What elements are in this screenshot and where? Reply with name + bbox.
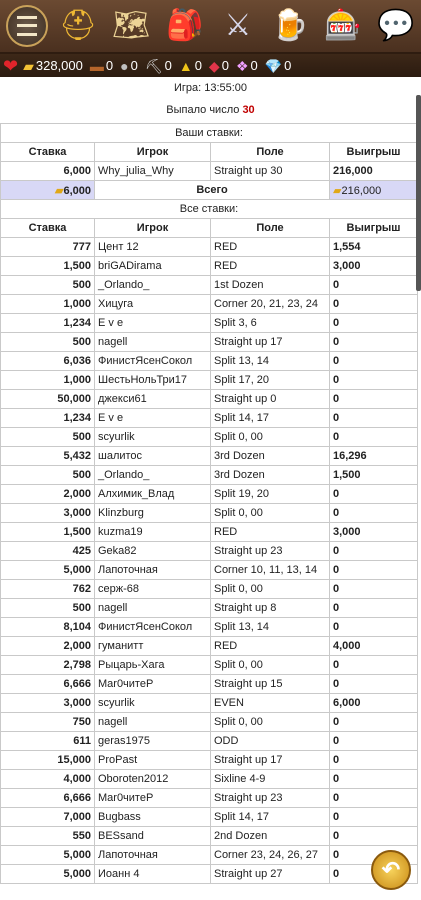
bet-player: Лапоточная: [95, 846, 211, 865]
ore-cart-icon: ⛏: [144, 57, 163, 74]
resource-gems[interactable]: [236, 58, 262, 74]
total-win: ▰216,000: [330, 181, 418, 200]
bet-stake: 550: [1, 827, 95, 846]
bet-player: nagell: [95, 333, 211, 352]
bet-player: BESsand: [95, 827, 211, 846]
bet-field: Split 13, 14: [211, 352, 330, 371]
bet-player: ШестьНольТри17: [95, 371, 211, 390]
bet-field: Split 19, 20: [211, 485, 330, 504]
bet-player: nagell: [95, 599, 211, 618]
header-win: Выигрыш: [330, 219, 418, 238]
bet-win: 0: [330, 732, 418, 751]
bet-player: Klinzburg: [95, 504, 211, 523]
bet-field: RED: [211, 257, 330, 276]
bet-player: шалитос: [95, 447, 211, 466]
table-row: [1, 485, 418, 504]
bet-stake: 2,000: [1, 485, 95, 504]
bet-field: Straight up 17: [211, 333, 330, 352]
ore-amount: 0: [164, 58, 172, 73]
crystal-amount: 0: [221, 58, 229, 73]
bet-field: Straight up 0: [211, 390, 330, 409]
bet-field: Corner 20, 21, 23, 24: [211, 295, 330, 314]
header-stake: Ставка: [1, 219, 95, 238]
bet-stake: 3,000: [1, 504, 95, 523]
resource-gold[interactable]: [23, 58, 87, 74]
my-bets-table: [0, 123, 418, 884]
bet-stake: 777: [1, 238, 95, 257]
bet-win: 216,000: [330, 162, 418, 181]
bet-win: 0: [330, 390, 418, 409]
gold-pile-icon: ▲: [178, 57, 193, 74]
gems-icon: ❖: [235, 57, 249, 74]
wood-logs-icon: ▬: [89, 57, 104, 74]
bet-stake: 5,432: [1, 447, 95, 466]
table-row: [1, 675, 418, 694]
table-row: [1, 409, 418, 428]
table-row: [1, 333, 418, 352]
bet-field: 2nd Dozen: [211, 827, 330, 846]
table-row: [1, 846, 418, 865]
resource-crystal[interactable]: [209, 58, 233, 74]
bet-stake: 500: [1, 599, 95, 618]
bet-stake: 1,500: [1, 257, 95, 276]
bet-field: Split 17, 20: [211, 371, 330, 390]
my-bets-total-row: [1, 181, 418, 200]
red-crystal-icon: ◆: [208, 57, 220, 74]
beer-mug-icon: 🍺: [271, 9, 309, 42]
gold-bars-icon: ▰: [333, 184, 342, 197]
bet-field: 3rd Dozen: [211, 466, 330, 485]
gold-amount: 328,000: [35, 58, 83, 73]
bet-field: Straight up 30: [211, 162, 330, 181]
bet-player: scyurlik: [95, 694, 211, 713]
bet-player: серж-68: [95, 580, 211, 599]
bet-field: Corner 23, 24, 26, 27: [211, 846, 330, 865]
bet-field: Split 14, 17: [211, 808, 330, 827]
bet-win: 0: [330, 808, 418, 827]
bet-player: scyurlik: [95, 428, 211, 447]
bet-win: 6,000: [330, 694, 418, 713]
bet-player: ProPast: [95, 751, 211, 770]
bet-player: E v e: [95, 409, 211, 428]
table-row: [1, 504, 418, 523]
bet-stake: 1,234: [1, 314, 95, 333]
bet-win: 0: [330, 656, 418, 675]
bet-stake: 8,104: [1, 618, 95, 637]
bet-field: RED: [211, 637, 330, 656]
bet-field: Corner 10, 11, 13, 14: [211, 561, 330, 580]
resource-stone[interactable]: [120, 58, 142, 74]
bet-win: 0: [330, 333, 418, 352]
bet-win: 0: [330, 599, 418, 618]
top-navigation-bar: [0, 0, 421, 54]
bet-stake: 1,000: [1, 371, 95, 390]
scrollbar[interactable]: [416, 95, 421, 291]
diamond-icon: 💎: [264, 57, 283, 74]
diamond-amount: 0: [284, 58, 292, 73]
total-stake: ▰6,000: [1, 181, 95, 200]
bet-win: 4,000: [330, 637, 418, 656]
bet-field: 1st Dozen: [211, 276, 330, 295]
bet-win: 0: [330, 504, 418, 523]
menu-icon: [17, 16, 37, 36]
bet-player: briGADirama: [95, 257, 211, 276]
chat-button[interactable]: [374, 4, 418, 48]
bet-field: Straight up 8: [211, 599, 330, 618]
bet-field: Split 3, 6: [211, 314, 330, 333]
battle-button[interactable]: [216, 4, 260, 48]
chat-bubble-icon: 💬: [377, 9, 415, 42]
bet-win: 0: [330, 865, 418, 884]
wood-amount: 0: [105, 58, 114, 73]
bet-stake: 425: [1, 542, 95, 561]
bet-field: Straight up 15: [211, 675, 330, 694]
table-row: [1, 523, 418, 542]
bet-field: Split 13, 14: [211, 618, 330, 637]
bet-player: nagell: [95, 713, 211, 732]
bet-stake: 762: [1, 580, 95, 599]
bet-stake: 5,000: [1, 846, 95, 865]
resource-gold-pile[interactable]: [179, 58, 206, 74]
game-time: Игра: 13:55:00: [173, 82, 248, 94]
bet-win: 0: [330, 409, 418, 428]
backpack-icon: 🎒: [166, 9, 204, 42]
table-row: [1, 276, 418, 295]
table-row: [1, 428, 418, 447]
bet-win: 0: [330, 580, 418, 599]
table-row: [1, 865, 418, 884]
bet-stake: 15,000: [1, 751, 95, 770]
resource-bar: [0, 54, 421, 77]
bet-player: Oboroten2012: [95, 770, 211, 789]
crossed-swords-icon: ⚔: [224, 9, 252, 42]
heart-icon: ❤: [3, 55, 19, 76]
table-row: [1, 599, 418, 618]
bet-win: 1,554: [330, 238, 418, 257]
bet-player: Цент 12: [95, 238, 211, 257]
bet-player: Why_julia_Why: [95, 162, 211, 181]
bet-stake: 4,000: [1, 770, 95, 789]
bet-stake: 500: [1, 428, 95, 447]
bet-win: 0: [330, 352, 418, 371]
bet-field: Straight up 23: [211, 542, 330, 561]
table-row: [1, 371, 418, 390]
winning-number-line: [0, 97, 421, 123]
bet-win: 0: [330, 770, 418, 789]
bet-field: Straight up 27: [211, 865, 330, 884]
table-row: [1, 656, 418, 675]
header-player: Игрок: [95, 143, 211, 162]
table-row: [1, 257, 418, 276]
bet-stake: 6,666: [1, 789, 95, 808]
bet-stake: 1,234: [1, 409, 95, 428]
table-row: [1, 390, 418, 409]
bet-field: Split 0, 00: [211, 428, 330, 447]
header-win: Выигрыш: [330, 143, 418, 162]
bet-player: E v e: [95, 314, 211, 333]
bet-stake: 2,000: [1, 637, 95, 656]
table-row: [1, 466, 418, 485]
heroes-button[interactable]: [56, 4, 100, 48]
knight-helmet-icon: ⛑: [58, 9, 98, 42]
resource-ore[interactable]: [145, 58, 176, 74]
bet-win: 0: [330, 827, 418, 846]
map-button[interactable]: [109, 4, 153, 48]
table-row: [1, 713, 418, 732]
bet-field: Split 0, 00: [211, 713, 330, 732]
bet-stake: 500: [1, 333, 95, 352]
table-row: [1, 751, 418, 770]
bet-stake: 500: [1, 466, 95, 485]
gems-amount: 0: [250, 58, 258, 73]
bet-stake: 2,798: [1, 656, 95, 675]
bet-player: Мar0читеР: [95, 675, 211, 694]
resource-diamond[interactable]: [265, 58, 296, 74]
bet-stake: 7,000: [1, 808, 95, 827]
bet-stake: 1,500: [1, 523, 95, 542]
bet-win: 0: [330, 485, 418, 504]
table-row: [1, 561, 418, 580]
winning-number-label: Выпало число: [166, 104, 240, 116]
treasure-map-icon: 🗺: [111, 9, 151, 42]
bet-stake: 611: [1, 732, 95, 751]
table-row: [1, 314, 418, 333]
bet-stake: 6,000: [1, 162, 95, 181]
bet-player: Рыцарь-Хага: [95, 656, 211, 675]
all-bets-title: Все ставки:: [1, 200, 418, 219]
table-row: [1, 580, 418, 599]
resource-health[interactable]: [3, 55, 20, 76]
gold-bars-icon: ▰: [23, 57, 34, 74]
header-stake: Ставка: [1, 143, 95, 162]
bet-field: Straight up 17: [211, 751, 330, 770]
bet-player: _Orlando_: [95, 276, 211, 295]
bet-stake: 3,000: [1, 694, 95, 713]
table-row: [1, 447, 418, 466]
table-row: [1, 238, 418, 257]
winning-number: 30: [242, 104, 255, 116]
bet-win: 16,296: [330, 447, 418, 466]
table-row: [1, 694, 418, 713]
bet-player: ФинистЯсенСокол: [95, 618, 211, 637]
bet-player: geras1975: [95, 732, 211, 751]
bet-field: Straight up 23: [211, 789, 330, 808]
inventory-button[interactable]: [163, 4, 207, 48]
my-bets-title: Ваши ставки:: [1, 124, 418, 143]
bet-win: 3,000: [330, 523, 418, 542]
gold-bars-icon: ▰: [55, 184, 64, 197]
bet-win: 0: [330, 295, 418, 314]
bet-field: Split 0, 00: [211, 656, 330, 675]
casino-button[interactable]: [321, 4, 365, 48]
gold-pile-amount: 0: [194, 58, 202, 73]
table-row: [1, 637, 418, 656]
table-row: [1, 827, 418, 846]
bet-win: 0: [330, 846, 418, 865]
bet-win: 3,000: [330, 257, 418, 276]
table-row: [1, 618, 418, 637]
roulette-icon: 🎰: [324, 9, 362, 42]
bet-player: Иоанн 4: [95, 865, 211, 884]
bet-player: Bugbass: [95, 808, 211, 827]
bet-win: 1,500: [330, 466, 418, 485]
bet-field: 3rd Dozen: [211, 447, 330, 466]
my-bet-row: [1, 162, 418, 181]
bet-field: RED: [211, 523, 330, 542]
bet-player: _Orlando_: [95, 466, 211, 485]
bet-stake: 6,666: [1, 675, 95, 694]
bet-win: 0: [330, 713, 418, 732]
table-row: [1, 789, 418, 808]
bet-stake: 1,000: [1, 295, 95, 314]
table-row: [1, 808, 418, 827]
stone-amount: 0: [130, 58, 138, 73]
bet-win: 0: [330, 276, 418, 295]
table-row: [1, 542, 418, 561]
bet-win: 0: [330, 751, 418, 770]
bet-field: Sixline 4-9: [211, 770, 330, 789]
total-label: Всего: [95, 181, 330, 200]
tavern-button[interactable]: [268, 4, 312, 48]
bet-win: 0: [330, 428, 418, 447]
bet-win: 0: [330, 618, 418, 637]
bet-field: Split 0, 00: [211, 580, 330, 599]
bet-stake: 50,000: [1, 390, 95, 409]
header-field: Поле: [211, 219, 330, 238]
bet-field: Split 0, 00: [211, 504, 330, 523]
bet-field: RED: [211, 238, 330, 257]
bet-stake: 5,000: [1, 561, 95, 580]
back-arrow-icon: ↶: [381, 857, 401, 882]
bet-field: Split 14, 17: [211, 409, 330, 428]
bet-win: 0: [330, 314, 418, 333]
bet-win: 0: [330, 675, 418, 694]
stone-icon: ●: [120, 57, 129, 74]
bet-player: Хицуга: [95, 295, 211, 314]
all-bets-body: [1, 238, 418, 884]
bet-player: ФинистЯсенСокол: [95, 352, 211, 371]
bets-content: [0, 79, 421, 900]
bet-player: джекси61: [95, 390, 211, 409]
header-player: Игрок: [95, 219, 211, 238]
table-row: [1, 732, 418, 751]
bet-player: Мar0читеР: [95, 789, 211, 808]
resource-wood[interactable]: [90, 58, 117, 74]
bet-stake: 750: [1, 713, 95, 732]
bet-player: Лапоточная: [95, 561, 211, 580]
bet-player: Алхимик_Влад: [95, 485, 211, 504]
bet-player: Geka82: [95, 542, 211, 561]
menu-button[interactable]: [6, 5, 48, 47]
bet-win: 0: [330, 789, 418, 808]
back-button[interactable]: [371, 850, 411, 890]
bet-stake: 500: [1, 276, 95, 295]
bet-field: EVEN: [211, 694, 330, 713]
bet-stake: 5,000: [1, 865, 95, 884]
bet-stake: 6,036: [1, 352, 95, 371]
header-field: Поле: [211, 143, 330, 162]
bet-win: 0: [330, 561, 418, 580]
bet-player: гуманитт: [95, 637, 211, 656]
table-row: [1, 770, 418, 789]
bet-field: ODD: [211, 732, 330, 751]
table-row: [1, 352, 418, 371]
bet-win: 0: [330, 542, 418, 561]
table-row: [1, 295, 418, 314]
bet-player: kuzma19: [95, 523, 211, 542]
bet-win: 0: [330, 371, 418, 390]
